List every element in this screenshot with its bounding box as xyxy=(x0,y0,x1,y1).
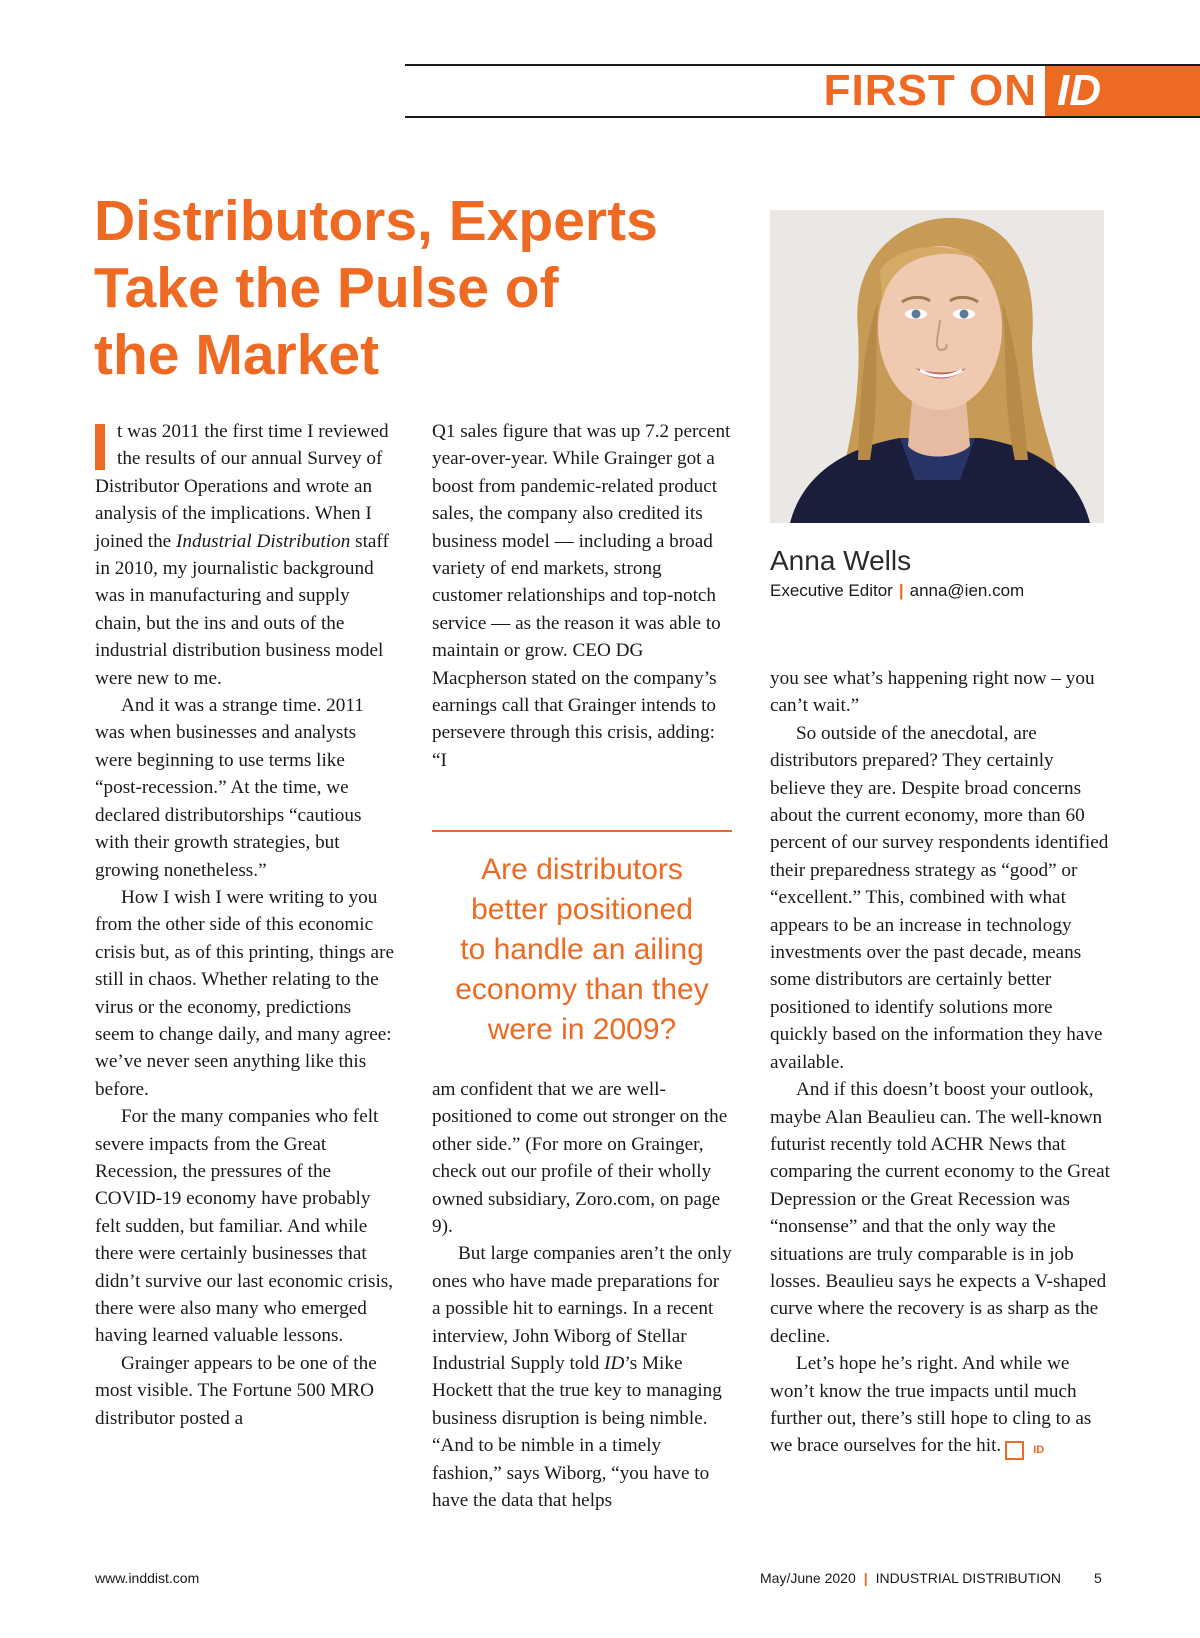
text-run: But large companies aren’t the only ones who have made preparations for a possible hit to earnings. In a recent interview, John Wiborg of Stellar Industrial Supply told xyxy=(432,1243,732,1375)
text-run: staff in 2010, my journalistic background was in manufacturing and supply chain, but the ins and outs of the industrial distribution business model were new to me. xyxy=(95,530,389,689)
text-run: t was 2011 the first time I reviewed the results of our annual Survey of Distributor Operations and wrote an analysis of the implications. When I joined the xyxy=(95,421,389,552)
divider-bar: | xyxy=(898,581,904,600)
article-column-1 xyxy=(95,418,395,1432)
text-run: How I wish I were writing to you from the other side of this economic crisis but, as of this printing, things are still in chaos. Whether relating to the virus or the economy, predictions seem to change daily, and many agree: we’ve never seen anything like this before. xyxy=(95,886,394,1100)
text-run: Let’s hope he’s right. And while we won’t know the true impacts until much further out, there’s still hope to cling to as we brace ourselves for the hit. xyxy=(770,1353,1092,1457)
end-mark-icon: ID xyxy=(1005,1441,1024,1460)
italic-text: Industrial Distribution xyxy=(176,530,351,552)
article-column-2-top xyxy=(432,418,732,774)
paragraph xyxy=(432,1240,732,1514)
author-info xyxy=(770,581,1024,601)
headline-line: the Market xyxy=(94,323,380,387)
text-run: Q1 sales figure that was up 7.2 percent year-over-year. While Grainger got a boost from pandemic-related product sales, the company also credited its business model — including a broad variety of end markets, strong customer relationships and top-notch service — as the reason it was able to maintain or grow. CEO DG Macpherson stated on the company’s earnings call that Grainger intends to persevere through this crisis, adding: “I xyxy=(432,421,731,771)
paragraphs xyxy=(95,418,395,1432)
paragraph xyxy=(770,1076,1110,1350)
paragraph xyxy=(770,1350,1110,1460)
author-portrait-image xyxy=(770,210,1104,523)
pull-quote xyxy=(432,850,732,1050)
drop-cap-bar xyxy=(95,424,105,470)
paragraph xyxy=(95,884,395,1103)
footer-issue xyxy=(760,1570,1061,1586)
text-run: And if this doesn’t boost your outlook, maybe Alan Beaulieu can. The well-known futurist recently told ACHR News that comparing the current economy to the Great Depression or the Great Recession was “nonsense” and that the only way the situations are truly comparable is in job losses. Beaulieu says he expects a V-shaped curve where the recovery is as sharp as the decline. xyxy=(770,1079,1110,1347)
paragraphs xyxy=(770,665,1110,1460)
paragraph xyxy=(95,1350,395,1432)
paragraph xyxy=(95,418,395,692)
section-brand xyxy=(824,66,1200,116)
paragraph xyxy=(95,692,395,884)
pull-quote-line: better positioned xyxy=(471,893,693,926)
paragraph xyxy=(770,665,1110,720)
author-title: Executive Editor xyxy=(770,581,893,600)
paragraph xyxy=(95,1103,395,1350)
article-column-2-bottom xyxy=(432,1076,732,1515)
italic-text: ID xyxy=(604,1353,625,1375)
divider-bar: | xyxy=(863,1570,868,1586)
text-run: And it was a strange time. 2011 was when businesses and analysts were beginning to use terms like “post-recession.” At the time, we declared distributorships “cautious with their growth strategies, but growing nonetheless.” xyxy=(95,695,364,881)
paragraphs xyxy=(432,1076,732,1515)
header-rule-bottom xyxy=(405,116,1200,118)
paragraph xyxy=(770,720,1110,1076)
footer-issue-date: May/June 2020 xyxy=(760,1570,856,1586)
text-run: ’s Mike Hockett that the true key to managing business disruption is being nimble. “And to be nimble in a timely fashion,” says Wiborg, “you have to have the data that helps xyxy=(432,1353,722,1512)
paragraph xyxy=(432,1076,732,1240)
author-email: anna@ien.com xyxy=(909,581,1025,600)
headline-line: Distributors, Experts xyxy=(94,189,658,253)
brand-first-on: FIRST ON xyxy=(823,66,1037,115)
text-run: For the many companies who felt severe impacts from the Great Recession, the pressures of the COVID-19 economy have probably felt sudden, but familiar. And while there were certainly businesses that didn’t survive our last economic crisis, there were also many who emerged having learned valuable lessons. xyxy=(95,1106,394,1347)
author-name: Anna Wells xyxy=(770,545,912,576)
author-photo xyxy=(770,210,1104,523)
pull-quote-line: were in 2009? xyxy=(487,1013,677,1046)
article-headline xyxy=(94,188,734,389)
text-run: So outside of the anecdotal, are distributors prepared? They certainly believe they are. Despite broad concerns about the current economy, more than 60 percent of our survey respondents identified their preparedness strategy as “good” or “excellent.” This, combined with what appears to be an increase in technology investments over the past decade, means some distributors are certainly better positioned to identify solutions more quickly based on the information they have available. xyxy=(770,722,1109,1073)
paragraph xyxy=(432,418,732,774)
brand-id-block: ID xyxy=(1045,66,1200,116)
paragraphs xyxy=(432,418,732,774)
pull-quote-line: economy than they xyxy=(455,973,709,1006)
pull-quote-line: to handle an ailing xyxy=(460,933,704,966)
headline-line: Take the Pulse of xyxy=(94,256,559,320)
page-number: 5 xyxy=(1094,1570,1102,1586)
text-run: Grainger appears to be one of the most visible. The Fortune 500 MRO distributor posted a xyxy=(95,1352,377,1429)
text-run: am confident that we are well-positioned to come out stronger on the other side.” (For more on Grainger, check out our profile of their wholly owned subsidiary, Zoro.com, on page 9). xyxy=(432,1079,728,1238)
pull-quote-rule xyxy=(432,830,732,832)
pull-quote-line: Are distributors xyxy=(481,853,683,886)
footer-publication: INDUSTRIAL DISTRIBUTION xyxy=(875,1570,1062,1586)
footer-url: www.inddist.com xyxy=(95,1570,200,1586)
text-run: you see what’s happening right now – you can’t wait.” xyxy=(770,668,1095,717)
article-column-3 xyxy=(770,665,1110,1460)
